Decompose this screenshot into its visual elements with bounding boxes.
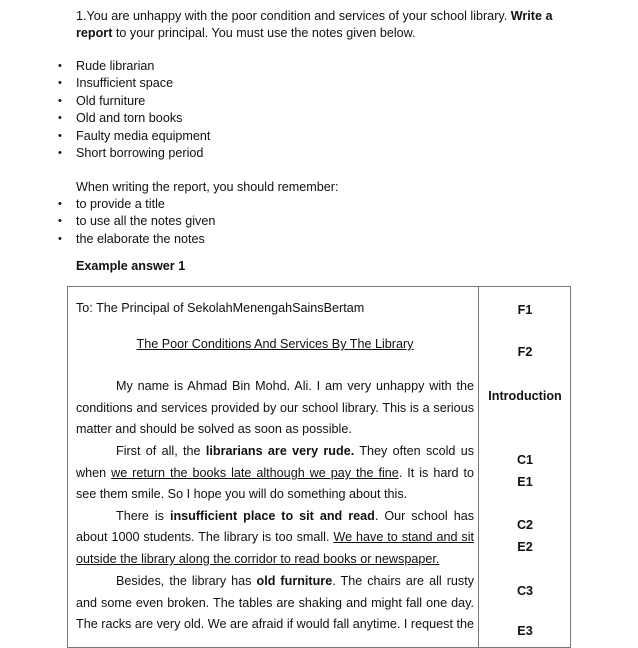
list-item: • the elaborate the notes [58, 231, 215, 248]
list-item: • Short borrowing period [58, 145, 210, 162]
example-heading: Example answer 1 [76, 259, 186, 273]
intro-line-3: matter and should be solved as soon as possible. [76, 422, 352, 436]
list-item: • to provide a title [58, 196, 215, 213]
question-lead: 1.You are unhappy with the poor condition and services of your school library. [76, 9, 508, 23]
p2-line-3: outside the library along the corridor to read books or newspaper. [76, 552, 440, 566]
tag-e3: E3 [517, 624, 533, 638]
answer-table [67, 286, 571, 648]
p3-line-1: Besides, the library has old furniture. The chairs are all rusty [116, 574, 474, 588]
question-bold: Write a report [76, 9, 553, 40]
tag-e1: E1 [517, 475, 533, 489]
remember-list [58, 196, 215, 248]
list-item: • Old and torn books [58, 110, 210, 127]
intro-line-2: conditions and services provided by our school library. This is a serious [76, 401, 474, 415]
p3-line-2: and some even broken. The tables are shaking and might fall one day. [76, 596, 474, 610]
list-item: • Rude librarian [58, 58, 210, 75]
p1-line-1: First of all, the librarians are very rude. They often scold us [116, 444, 474, 458]
intro-line-1: My name is Ahmad Bin Mohd. Ali. I am very unhappy with the [116, 379, 474, 393]
tag-c1: C1 [516, 453, 534, 467]
to-line: To: The Principal of SekolahMenengahSainsBertam [76, 301, 365, 315]
p1-line-2: when we return the books late although we pay the fine. It is hard to [76, 466, 475, 480]
tag-f1: F1 [517, 303, 533, 317]
remember-intro: When writing the report, you should remember: [76, 180, 339, 194]
p1-line-3: see them smile. So I hope you will do something about this. [76, 487, 408, 501]
tag-c3: C3 [516, 584, 534, 598]
tag-f2: F2 [517, 345, 533, 359]
p2-line-1: There is insufficient place to sit and read. Our school has [116, 509, 474, 523]
list-item: • to use all the notes given [58, 213, 215, 230]
notes-list [58, 58, 210, 162]
p2-line-2: about 1000 students. The library is too small. We have to stand and sit [76, 530, 475, 544]
question-text [76, 8, 564, 42]
list-item: • Old furniture [58, 93, 210, 110]
list-item: • Insufficient space [58, 75, 210, 92]
question-rest: to your principal. You must use the notes given below. [115, 26, 416, 40]
tag-introduction: Introduction [488, 389, 562, 403]
p3-line-3: The racks are very old. We are afraid if would fall anytime. I request the [76, 617, 474, 631]
list-item: • Faulty media equipment [58, 128, 210, 145]
column-divider [478, 287, 479, 647]
tag-c2: C2 [516, 518, 534, 532]
tag-e2: E2 [517, 540, 533, 554]
report-title: The Poor Conditions And Services By The Library [136, 337, 414, 351]
